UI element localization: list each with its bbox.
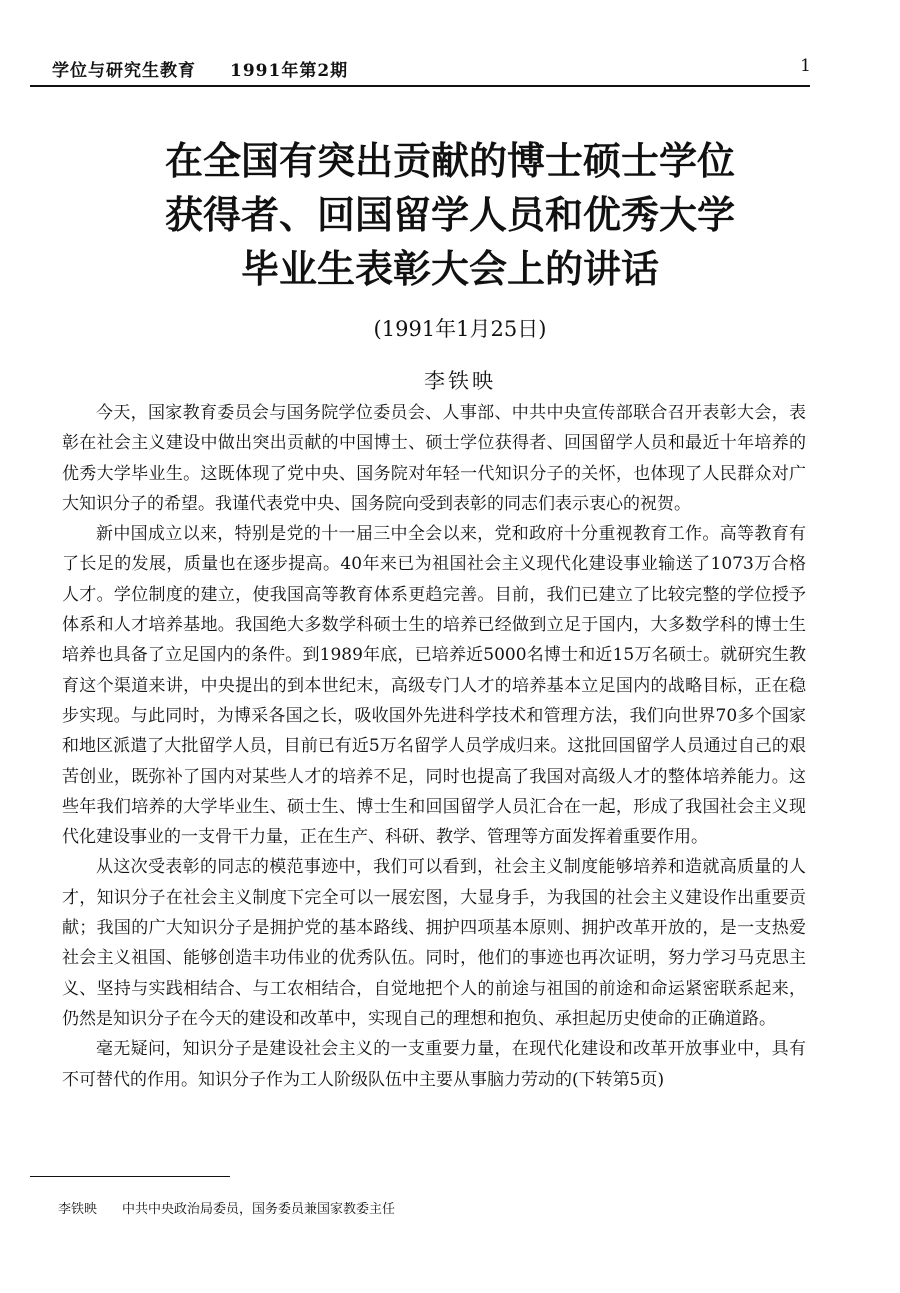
speech-date: (1991年1月25日) bbox=[373, 317, 547, 341]
page-number: 1 bbox=[800, 56, 812, 76]
body-paragraph-3: 从这次受表彰的同志的模范事迹中，我们可以看到，社会主义制度能够培养和造就高质量的人才，知识分子在社会主义制度下完全可以一展宏图，大显身手，为我国的社会主义建设作出重要贡献；我国的广大知识分子是拥护党的基本路线、拥护四项基本原则、拥护改革开放的，是一支热爱社会主义祖国、能够创造丰功伟业的优秀队伍。同时，他们的事迹也再次证明，努力学习马克思主义、坚持与实践相结合、与工农相结合，自觉地把个人的前途与祖国的前途和命运紧密联系起来，仍然是知识分子在今天的建设和改革中，实现自己的理想和抱负、承担起历史使命的正确道路。 bbox=[62, 857, 806, 1029]
footnote-rule bbox=[30, 1176, 230, 1177]
body-paragraph-4: 毫无疑问，知识分子是建设社会主义的一支重要力量，在现代化建设和改革开放事业中，具有不可替代的作用。知识分子作为工人阶级队伍中主要从事脑力劳动的(下转第5页) bbox=[62, 1039, 806, 1090]
title-line-1: 在全国有突出贡献的博士硕士学位 bbox=[164, 139, 735, 183]
body-paragraph-1: 今天，国家教育委员会与国务院学位委员会、人事部、中共中央宣传部联合召开表彰大会，表彰在社会主义建设中做出突出贡献的中国博士、硕士学位获得者、回国留学人员和最近十年培养的优秀大学毕业生。这既体现了党中央、国务院对年轻一代知识分子的关怀，也体现了人民群众对广大知识分子的希望。我谨代表党中央、国务院向受到表彰的同志们表示衷心的祝贺。 bbox=[62, 403, 806, 514]
issue-label: 1991年第2期 bbox=[230, 61, 349, 81]
author-footnote bbox=[58, 1198, 818, 1217]
author-name: 李铁映 bbox=[424, 369, 496, 393]
header-rule bbox=[30, 85, 810, 87]
title-line-2: 获得者、回国留学人员和优秀大学 bbox=[164, 193, 735, 237]
running-header bbox=[52, 56, 812, 82]
body-paragraph-2: 新中国成立以来，特别是党的十一届三中全会以来，党和政府十分重视教育工作。高等教育有了长足的发展，质量也在逐步提高。40年来已为祖国社会主义现代化建设事业输送了1073万合格人才。学位制度的建立，使我国高等教育体系更趋完善。目前，我们已建立了比较完整的学位授予体系和人才培养基地。我国绝大多数学科硕士生的培养已经做到立足于国内，大多数学科的博士生培养也具备了立足国内的条件。到1989年底，已培养近5000名博士和近15万名硕士。就研究生教育这个渠道来讲，中央提出的到本世纪末，高级专门人才的培养基本立足国内的战略目标，正在稳步实现。与此同时，为博采各国之长，吸收国外先进科学技术和管理方法，我们向世界70多个国家和地区派遣了大批留学人员，目前已有近5万名留学人员学成归来。这批回国留学人员通过自己的艰苦创业，既弥补了国内对某些人才的培养不足，同时也提高了我国对高级人才的整体培养能力。这些年我们培养的大学毕业生、硕士生、博士生和回国留学人员汇合在一起，形成了我国社会主义现代化建设事业的一支骨干力量，正在生产、科研、教学、管理等方面发挥着重要作用。 bbox=[62, 524, 806, 848]
footnote-text: 中共中央政治局委员，国务委员兼国家教委主任 bbox=[122, 1202, 396, 1217]
footnote-author: 李铁映 bbox=[58, 1202, 98, 1217]
article-title bbox=[70, 134, 830, 296]
article-body bbox=[62, 398, 806, 1095]
journal-name: 学位与研究生教育 bbox=[52, 61, 196, 81]
title-line-3: 毕业生表彰大会上的讲话 bbox=[240, 247, 659, 291]
